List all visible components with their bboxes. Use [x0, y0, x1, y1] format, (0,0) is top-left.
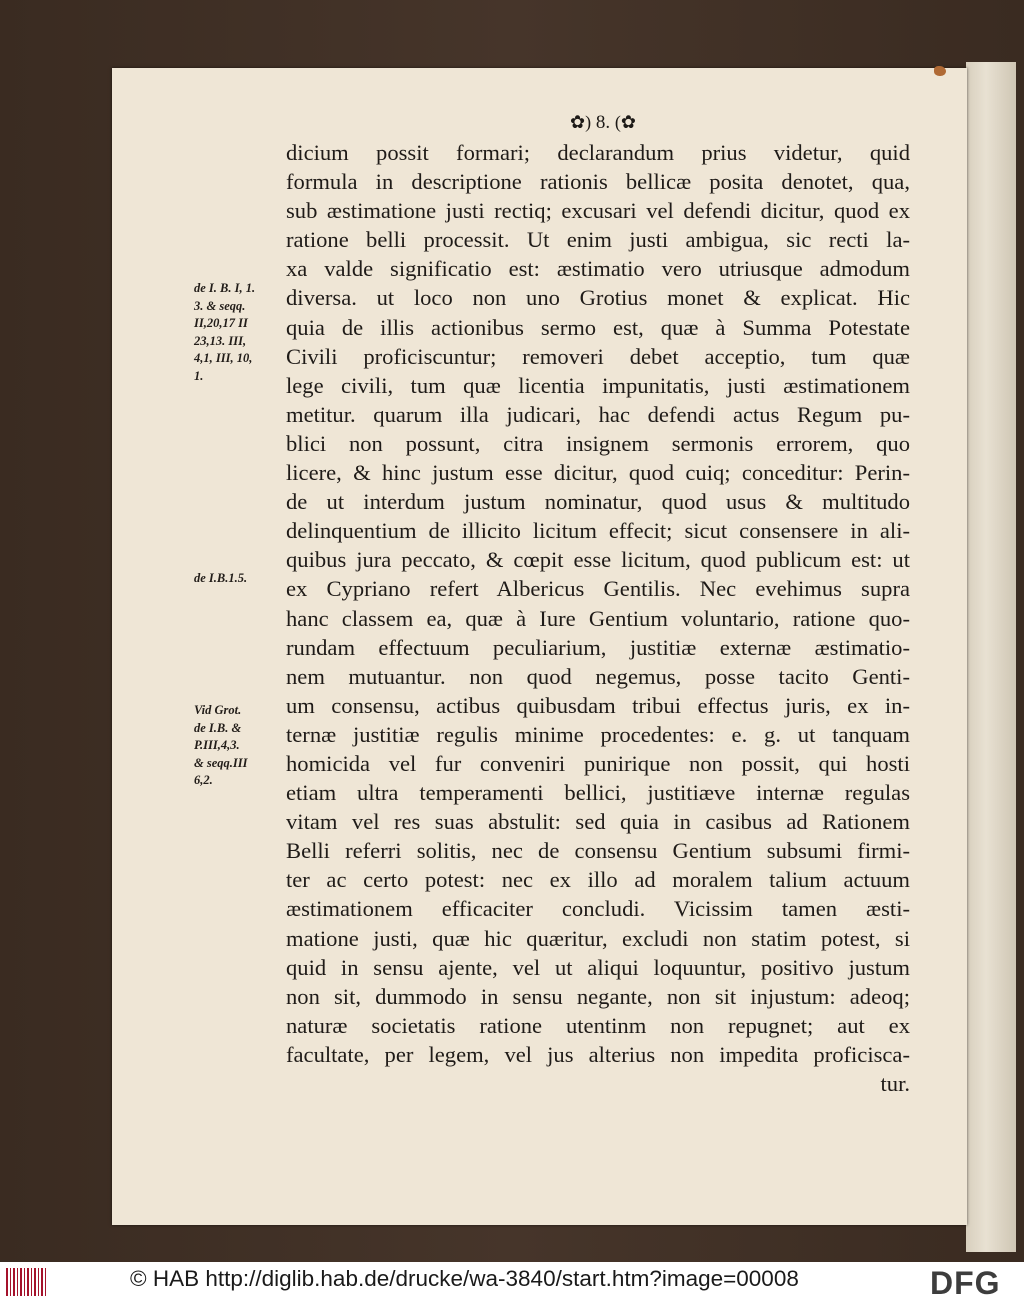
footer-bar [0, 1262, 1024, 1302]
margin-note-line: Vid Grot. [194, 703, 242, 717]
text-line: naturæ societatis ratione utentinm non repugnet; aut ex [286, 1012, 910, 1038]
margin-note-line: 6,2. [194, 773, 213, 787]
text-line: homicida vel fur conveniri punirique non possit, qui hosti [286, 750, 910, 776]
text-line: Belli referri solitis, nec de consensu Gentium subsumi firmi- [286, 838, 910, 864]
main-text [286, 138, 910, 1098]
stain-mark [934, 66, 946, 76]
text-line: lege civili, tum quæ licentia impunitatis, justi æstimationem [286, 372, 910, 398]
margin-note-line: de I.B. & [194, 720, 242, 735]
text-line: blici non possunt, citra insignem sermonis errorem, quo [286, 430, 910, 456]
text-line: ter ac certo potest: nec ex illo ad moralem talium actuum [286, 867, 910, 893]
dfg-logo: DFG [930, 1265, 1001, 1301]
text-line: etiam ultra temperamenti bellici, justitiæve internæ regulas [286, 780, 910, 806]
margin-note-line: de I. B. I, 1. [194, 281, 256, 295]
text-line: rundam effectuum peculiarium, justitiæ externæ æstimatio- [286, 634, 910, 660]
page-header [548, 112, 658, 140]
text-line: formula in descriptione rationis bellicæ posita denotet, qua, [286, 169, 910, 195]
margin-note-line: 3. & seqq. [194, 298, 246, 313]
ornament-right: (✿ [614, 112, 636, 132]
text-line: quibus jura peccato, & cœpit esse licitum, quod publicum est: ut [286, 547, 910, 573]
margin-note-line: P.III,4,3. [194, 738, 240, 752]
text-line: vitam vel res suas abstulit: sed quia in casibus ad Rationem [286, 809, 910, 835]
text-line: hanc classem ea, quæ à Iure Gentium voluntario, ratione quo- [286, 605, 910, 631]
text-line: delinquentium de illicito licitum effecit; sicut consensere in ali- [286, 518, 910, 544]
margin-note-line: 1. [194, 368, 204, 383]
margin-note-line: 23,13. III, [194, 333, 247, 348]
text-line: de ut interdum justum nominatur, quod usus & multitudo [286, 489, 910, 515]
text-line: um consensu, actibus quibusdam tribui effectus juris, ex in- [286, 692, 910, 718]
source-citation: © HAB http://diglib.hab.de/drucke/wa-3840/start.htm?image=00008 [130, 1266, 799, 1291]
text-line: sub æstimatione justi rectiq; excusari vel defendi dicitur, quod ex [286, 198, 910, 224]
margin-note-line: 4,1, III, 10, [194, 351, 253, 365]
text-line: ex Cypriano refert Albericus Gentilis. Nec evehimus supra [286, 576, 910, 602]
hab-barcode-icon [6, 1268, 48, 1296]
text-line: dicium possit formari; declarandum prius videtur, quid [286, 140, 910, 165]
margin-note-line: II,20,17 II [194, 316, 248, 330]
text-line: matione justi, quæ hic quæritur, excludi non statim potest, si [286, 925, 910, 951]
text-line: æstimationem efficaciter concludi. Vicissim tamen æsti- [286, 896, 910, 922]
facing-page-edge [966, 62, 1016, 1252]
text-line: licere, & hinc justum esse dicitur, quod cuiq; conceditur: Perin- [286, 460, 910, 486]
margin-note-line: & seqq.III [194, 755, 248, 770]
text-line: xa valde significatio est: æstimatio vero utriusque admodum [286, 256, 910, 282]
text-line: tur. [880, 1071, 910, 1096]
text-line: ratione belli processit. Ut enim justi ambigua, sic recti la- [286, 227, 910, 253]
ornament-left: ✿) [570, 112, 592, 132]
page-number: 8. [595, 112, 611, 133]
text-line: quid in sensu ajente, vel ut aliqui loquuntur, positivo justum [286, 954, 910, 980]
text-line: metitur. quarum illa judicari, hac defendi actus Regum pu- [286, 401, 910, 427]
margin-note-line: de I.B.1.5. [194, 571, 248, 585]
margin-note [194, 702, 286, 790]
text-line: Civili proficiscuntur; removeri debet acceptio, tum quæ [286, 343, 910, 369]
text-line: diversa. ut loco non uno Grotius monet & explicat. Hic [286, 285, 910, 311]
text-line: nem mutuantur. non quod negemus, posse tacito Genti- [286, 663, 910, 689]
text-line: non sit, dummodo in sensu negante, non sit injustum: adeoq; [286, 983, 910, 1009]
text-line: ternæ justitiæ regulis minime procedentes: e. g. ut tanquam [286, 721, 910, 747]
text-line: quia de illis actionibus sermo est, quæ à Summa Potestate [286, 314, 910, 340]
margin-note [194, 570, 286, 588]
text-line: facultate, per legem, vel jus alterius non impedita proficisca- [286, 1041, 910, 1067]
show-through-text [390, 1048, 850, 1098]
margin-note [194, 280, 286, 385]
